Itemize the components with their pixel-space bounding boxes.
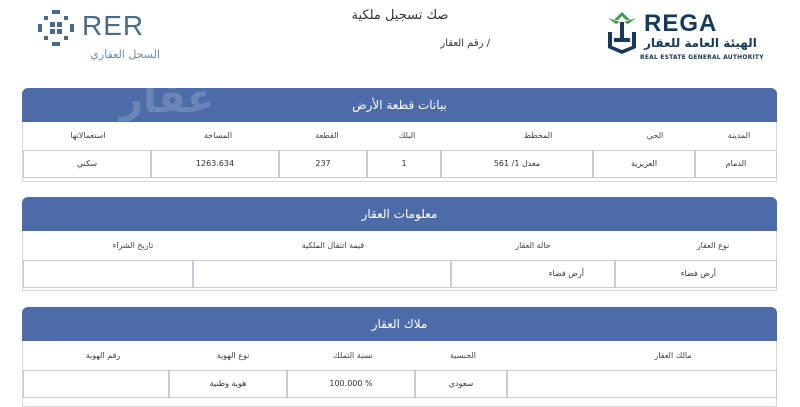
owners-section-header [22, 307, 777, 341]
value-plan: معدل 1/ 561 [441, 150, 593, 178]
land-section-title: بيانات قطعة الأرض [352, 98, 447, 112]
owners-section-title: ملاك العقار [371, 317, 428, 331]
value-plot: 237 [279, 150, 367, 178]
rega-logo-text: REGA [644, 10, 718, 37]
rer-logo-arabic: السجل العقاري [90, 48, 160, 61]
label-district: الحي [646, 131, 664, 140]
rega-logo-arabic: الهيئة العامة للعقار [644, 36, 757, 50]
label-usage: استعمالاتها [70, 131, 106, 140]
label-id-type: نوع الهوية [216, 351, 250, 360]
value-area: 1263.634 [151, 150, 279, 178]
label-city: المدينة [727, 131, 751, 140]
rer-logo-text: RER [82, 10, 145, 41]
value-city: الدمام [695, 150, 777, 178]
value-id-number [23, 370, 169, 398]
value-property-type: أرض فضاء [615, 260, 777, 288]
label-block: البلك [398, 131, 416, 140]
land-section-body [22, 122, 777, 182]
value-owner [507, 370, 777, 398]
watermark: عقار [120, 76, 215, 122]
label-plot: القطعة [315, 131, 339, 140]
value-usage: سكني [23, 150, 151, 178]
label-nationality: الجنسية [449, 351, 477, 360]
value-purchase-date [23, 260, 193, 288]
rer-logo-icon [36, 8, 76, 48]
property-section-body [22, 231, 777, 291]
rega-logo [602, 8, 772, 64]
value-property-status: أرض فضاء [451, 260, 615, 288]
rer-logo [36, 8, 160, 66]
property-section-title: معلومات العقار [361, 207, 438, 221]
value-block: 1 [367, 150, 441, 178]
label-property-type: نوع العقار [696, 241, 730, 250]
label-property-status: حالة العقار [515, 241, 551, 250]
label-plan: المخطط [523, 131, 553, 140]
document-title: صك تسجيل ملكية [351, 8, 449, 23]
property-section-header [22, 197, 777, 231]
property-number-label: رقم العقار / [440, 38, 490, 49]
rega-logo-english: REAL ESTATE GENERAL AUTHORITY [640, 54, 764, 61]
value-transfer-value [193, 260, 451, 288]
label-id-number: رقم الهوية [85, 351, 121, 360]
label-owner: مالك العقار [654, 351, 692, 360]
label-transfer-value: قيمة انتقال الملكية [301, 241, 365, 250]
owners-section-body [22, 341, 777, 407]
label-ownership-share: نسبة التملك [333, 351, 373, 360]
label-area: المساحة [203, 131, 233, 140]
value-nationality: سعودي [415, 370, 507, 398]
value-ownership-share: 100.000 % [287, 370, 415, 398]
label-purchase-date: تاريخ الشراء [112, 241, 154, 250]
value-id-type: هوية وطنية [169, 370, 287, 398]
rega-palm-icon [602, 8, 642, 58]
value-district: العزيزية [593, 150, 695, 178]
